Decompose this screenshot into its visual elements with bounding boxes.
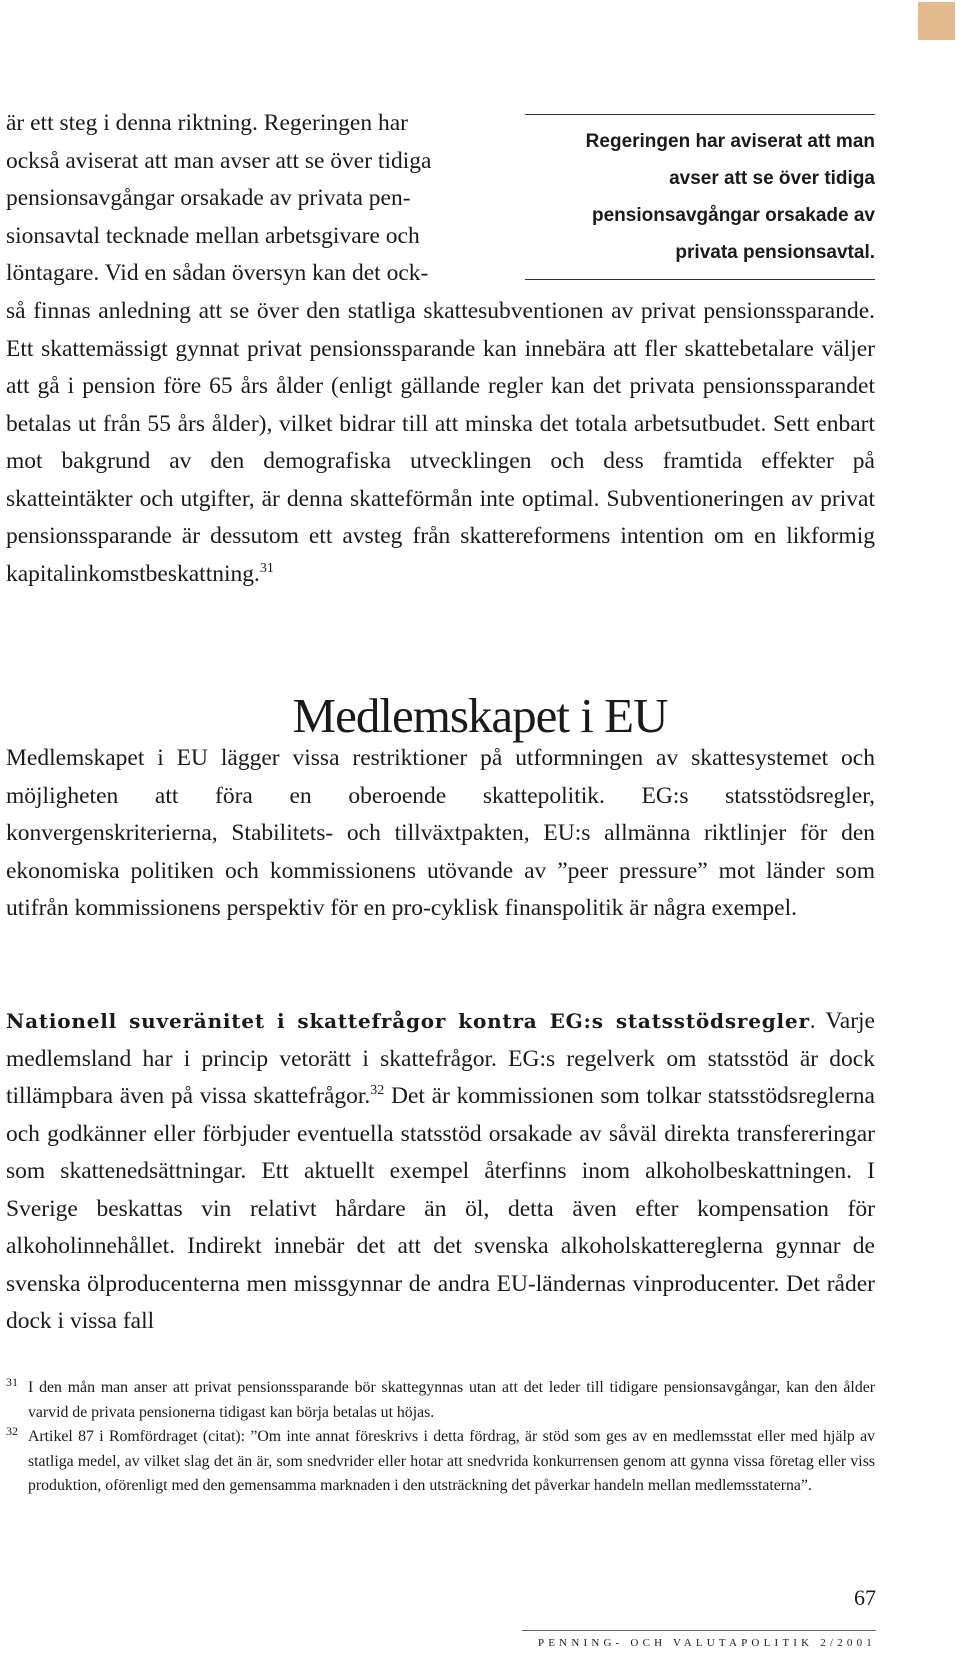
paragraph-pension-savings	[6, 293, 875, 593]
text-line: pensionsavgångar orsakade av privata pen-	[6, 185, 411, 211]
pull-quote-line: pensionsavgångar orsakade av	[591, 205, 875, 226]
text-line: är ett steg i denna riktning. Regeringen har	[6, 110, 408, 136]
footnotes	[6, 1376, 875, 1499]
footnote-31: 31 I den mån man anser att privat pensionssparande bör skattegynnas utan att det leder till tidigare pensionsavgångar, kan den ålder varvid de privata pensionerna tidigast kan börja betalas ut höjas.	[6, 1374, 875, 1421]
footnote-32: 32 Artikel 87 i Romfördraget (citat): ”Om inte annat föreskrivs i detta fördrag, är stöd som ges av en medlemsstat eller med hjälp av statliga medel, av vilket slag det än är, som snedvrider eller hotar att snedvrida konkurrensen genom att gynna vissa företag eller viss produktion, oförenligt med den gemensamma marknaden i den utsträckning det påverkar handeln mellan medlemsstaterna”.	[6, 1423, 875, 1494]
text-line: sionsavtal tecknade mellan arbetsgivare och	[6, 222, 420, 249]
running-footer: PENNING- OCH VALUTAPOLITIK 2/2001	[537, 1637, 876, 1649]
footnote-text: Artikel 87 i Romfördraget (citat): ”Om inte annat föreskrivs i detta fördrag, är stöd som ges av en medlemsstat eller med hjälp av statliga medel, av vilket slag det än är, som snedvrider eller hotar att snedvrida konkurrensen genom att gynna vissa företag eller viss produktion, oförenligt med den gemensamma marknaden i den utsträckning det påverkar handeln mellan medlemsstaterna”.	[28, 1428, 875, 1494]
footer-divider	[522, 1630, 876, 1631]
section-heading: Medlemskapet i EU	[292, 688, 668, 743]
paragraph-text: Det är kommissionen som tolkar statsstödsreglerna och godkänner eller förbjuder eventuella statsstöd orsakade av såväl direkta transfereringar som skattenedsättningar. Ett aktuellt exempel återfinns inom alkoholbeskattningen. I Sverige beskattas vin relativt hårdare än öl, detta även efter kompensation för alkoholinnehållet. Indirekt innebär det att det svenska alkoholskattereglerna gynnar de svenska ölproducenterna men missgynnar de andra EU-ländernas vinproducenter. Det råder dock i vissa fall	[6, 1083, 875, 1334]
text-line: också aviserat att man avser att se över tidiga	[6, 147, 432, 174]
corner-tab-mark	[918, 2, 955, 40]
pull-quote-line: privata pensionsavtal.	[675, 242, 875, 263]
paragraph-eu-membership: Medlemskapet i EU lägger vissa restriktioner på utformningen av skattesystemet och möjligheten att föra en oberoende skattepolitik. EG:s statsstödsregler, konvergenskriterierna, Stabilitets- och tillväxtpakten, EU:s allmänna riktlinjer för den ekonomiska politiken och kommissionens utövande av ”peer pressure” mot länder som utifrån kommissionens perspektiv för en pro-cyklisk finanspolitik är några exempel.	[6, 745, 875, 921]
footnote-text: I den mån man anser att privat pensionssparande bör skattegynnas utan att det leder till tidigare pensionsavgångar, kan den ålder varvid de privata pensionerna tidigast kan börja betalas ut höjas.	[28, 1379, 875, 1421]
page-number: 67	[854, 1585, 876, 1610]
pull-quote-line: Regeringen har aviserat att man	[585, 131, 875, 152]
subsection-runin-heading: Nationell suveränitet i skattefrågor kontra EG:s statsstödsregler	[6, 1009, 810, 1033]
runin-period: .	[809, 1008, 816, 1034]
paragraph-intro-wrapped	[6, 105, 486, 293]
footnote-reference-31[interactable]: 31	[259, 560, 274, 576]
footnote-reference-32[interactable]: 32	[370, 1083, 385, 1099]
paragraph-sovereignty	[6, 1003, 875, 1341]
text-line: löntagare. Vid en sådan översyn kan det ock-	[6, 260, 429, 286]
paragraph-text: Varje medlemsland har i princip vetorätt i skattefrågor. EG:s regelverk om statsstöd är dock tillämpbara även på vissa skattefrågor.	[6, 1008, 875, 1109]
pull-quote	[525, 114, 875, 280]
pull-quote-line: avser att se över tidiga	[669, 168, 875, 189]
paragraph-text: så finnas anledning att se över den statliga skattesubventionen av privat pensionssparande. Ett skattemässigt gynnat privat pensionssparande kan innebära att fler skattebetalare väljer att gå i pension före 65 års ålder (enligt gällande regler kan det privata pensionssparandet betalas ut från 55 års ålder), vilket bidrar till att minska det totala arbetsutbudet. Sett enbart mot bakgrund av den demografiska utvecklingen och dess framtida effekter på skatteintäkter och utgifter, är denna skatteförmån inte optimal. Subventioneringen av privat pensionssparande är dessutom ett avsteg från skattereformens intention om en likformig kapitalinkomstbeskattning.	[6, 298, 875, 587]
